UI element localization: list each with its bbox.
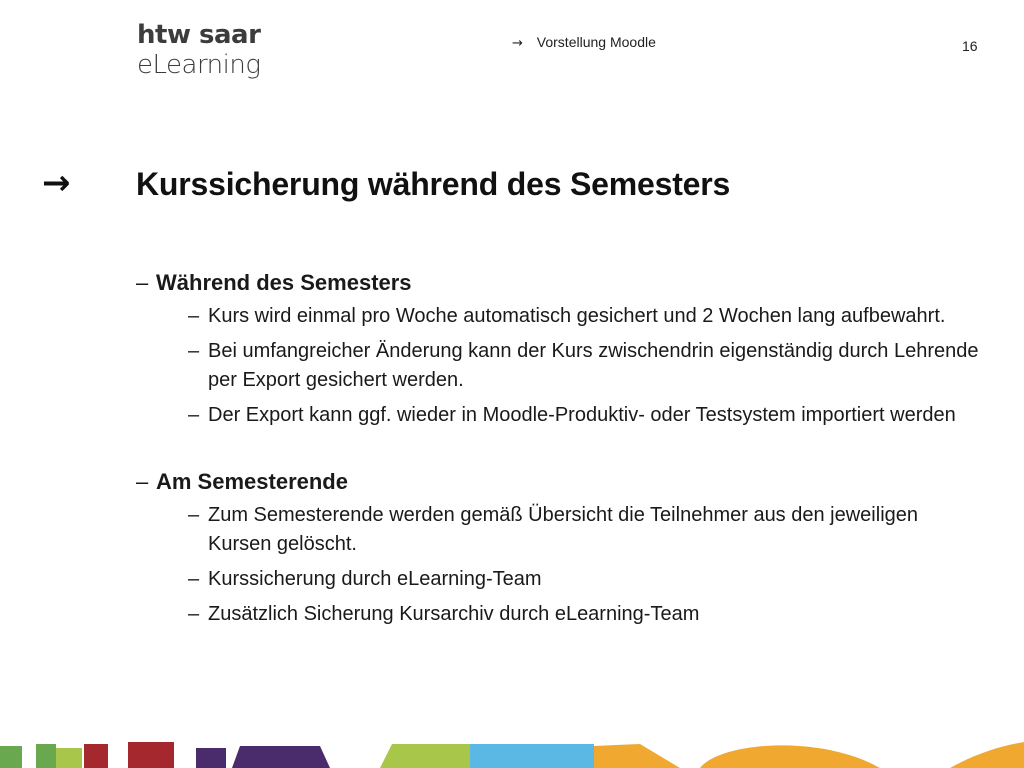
title-arrow-icon: → (42, 163, 71, 203)
bullet-list (136, 501, 996, 629)
footer-band-purple-2 (232, 746, 330, 768)
list-item (136, 337, 980, 395)
list-item-text: Bei umfangreicher Änderung kann der Kurs zwischendrin eigenständig durch Lehrende per Export gesichert werden. (208, 340, 979, 391)
dash-bullet-icon: – (188, 504, 200, 526)
footer-band-red-1 (84, 744, 108, 768)
section-during-semester (136, 268, 996, 430)
bullet-list (136, 302, 996, 430)
section-end-of-semester (136, 467, 996, 629)
footer-band-green-1 (0, 746, 22, 768)
list-item (136, 600, 980, 629)
list-item-text: Kurs wird einmal pro Woche automatisch gesichert und 2 Wochen lang aufbewahrt. (208, 305, 946, 327)
list-item (136, 401, 980, 430)
list-item-text: Zusätzlich Sicherung Kursarchiv durch eLearning-Team (208, 603, 700, 625)
section-heading (136, 467, 996, 497)
section-breadcrumb (512, 34, 656, 51)
section-heading-text: Am Semesterende (156, 469, 348, 494)
slide-title: Kurssicherung während des Semesters (136, 166, 731, 202)
list-item-text: Zum Semesterende werden gemäß Übersicht die Teilnehmer aus den jeweiligen Kursen gelöscht. (208, 504, 918, 555)
list-item-text: Der Export kann ggf. wieder in Moodle-Produktiv- oder Testsystem importiert werden (208, 404, 956, 426)
footer-band-lime-1 (56, 748, 82, 768)
footer-band-blue-1 (470, 744, 594, 768)
breadcrumb-label: Vorstellung Moodle (536, 34, 656, 50)
logo-line-2: eLearning (137, 50, 261, 80)
list-item-text: Kurssicherung durch eLearning-Team (208, 568, 542, 590)
list-item (136, 565, 980, 594)
dash-bullet-icon: – (188, 568, 200, 590)
dash-bullet-icon: – (188, 404, 200, 426)
logo-line-1: htw saar (137, 20, 261, 50)
dash-bullet-icon: – (136, 270, 149, 295)
dash-bullet-icon: – (188, 603, 200, 625)
footer-band-lime-2 (380, 744, 470, 768)
section-heading-text: Während des Semesters (156, 270, 412, 295)
slide-content (136, 268, 996, 666)
list-item (136, 501, 980, 559)
page-number: 16 (962, 38, 978, 54)
footer-band-red-2 (128, 742, 174, 768)
footer-decoration-graphic (0, 742, 1024, 768)
footer-band-green-2 (36, 744, 56, 768)
section-heading (136, 268, 996, 298)
htw-saar-elearning-logo (137, 20, 260, 80)
list-item (136, 302, 980, 331)
footer-color-strip (0, 742, 1024, 768)
dash-bullet-icon: – (188, 305, 200, 327)
arrow-right-icon: → (512, 36, 523, 51)
dash-bullet-icon: – (188, 340, 200, 362)
dash-bullet-icon: – (136, 469, 149, 494)
footer-band-purple-1 (196, 748, 226, 768)
